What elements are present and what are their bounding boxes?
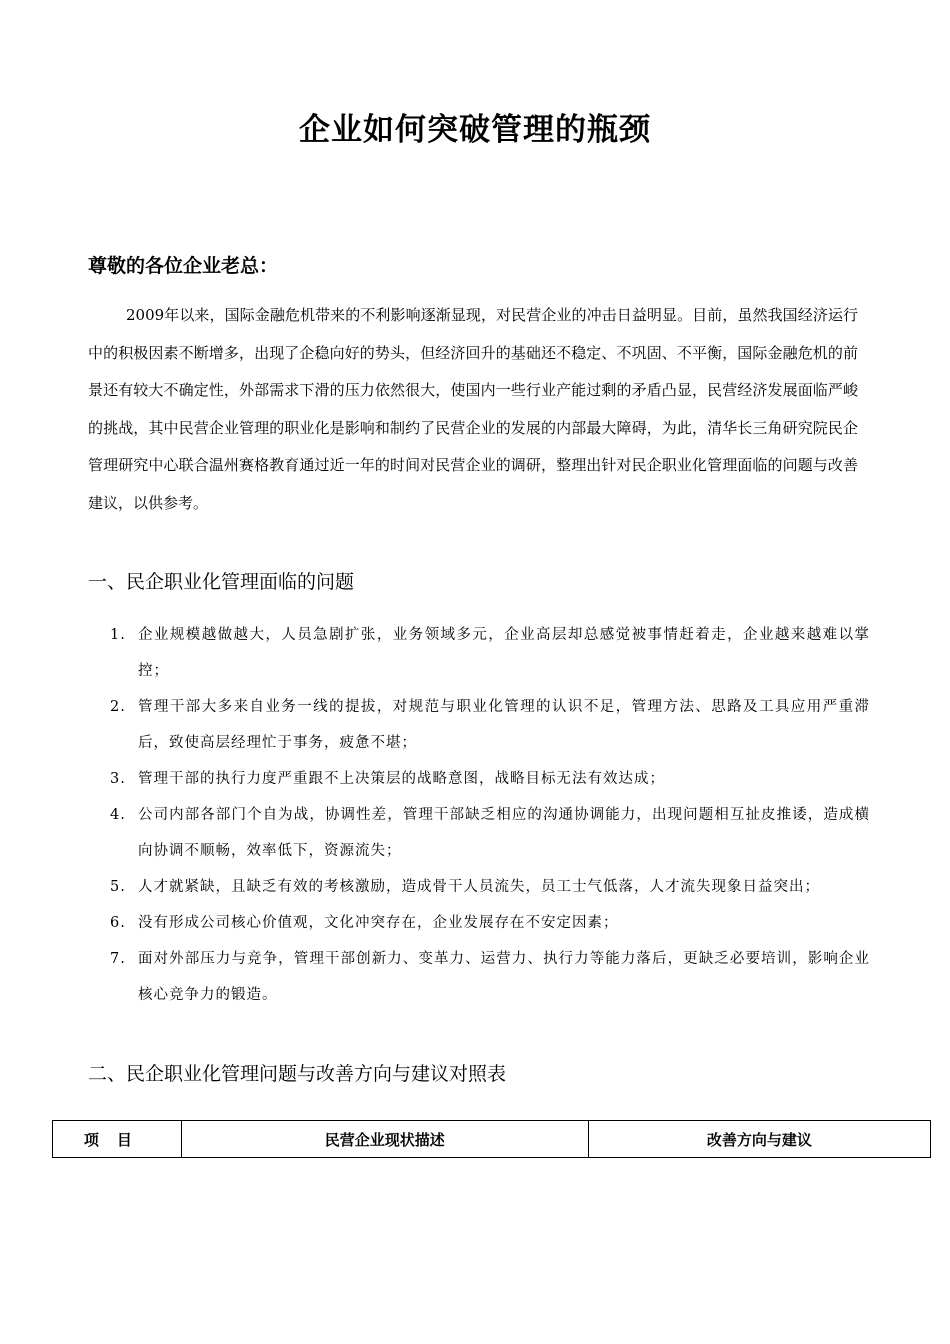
- list-item: [110, 617, 870, 689]
- list-item-text: 公司内部各部门个自为战，协调性差，管理干部缺乏相应的沟通协调能力，出现问题相互扯皮推诿，造成横向协调不顺畅，效率低下，资源流失；: [138, 807, 870, 859]
- list-item-number: 1.: [110, 627, 126, 643]
- section1-heading: 一、民企职业化管理面临的问题: [88, 571, 355, 593]
- list-item-number: 2.: [110, 699, 126, 715]
- list-item-text: 面对外部压力与竞争，管理干部创新力、变革力、运营力、执行力等能力落后，更缺乏必要培训，影响企业核心竞争力的锻造。: [138, 951, 870, 1003]
- list-item-number: 4.: [110, 807, 126, 823]
- list-item-text: 没有形成公司核心价值观，文化冲突存在，企业发展存在不安定因素；: [138, 915, 619, 931]
- section2-heading: 二、民企职业化管理问题与改善方向与建议对照表: [88, 1063, 507, 1085]
- list-item-number: 6.: [110, 915, 126, 931]
- table-header-row: [53, 1121, 931, 1158]
- list-item: [110, 761, 870, 797]
- comparison-table: [52, 1120, 931, 1158]
- list-item: [110, 689, 870, 761]
- table-header-item: 项目: [53, 1121, 182, 1158]
- list-item: [110, 869, 870, 905]
- document-title: 企业如何突破管理的瓶颈: [299, 112, 651, 148]
- list-item-text: 管理干部的执行力度严重跟不上决策层的战略意图，战略目标无法有效达成；: [138, 771, 665, 787]
- list-item-text: 人才就紧缺，且缺乏有效的考核激励，造成骨干人员流失，员工士气低落，人才流失现象日益突出；: [138, 879, 820, 895]
- list-item-number: 7.: [110, 951, 126, 967]
- list-item-number: 5.: [110, 879, 126, 895]
- greeting: 尊敬的各位企业老总：: [88, 255, 279, 277]
- list-item: [110, 905, 870, 941]
- list-item-text: 管理干部大多来自业务一线的提拔，对规范与职业化管理的认识不足，管理方法、思路及工具应用严重滞后，致使高层经理忙于事务，疲惫不堪；: [138, 699, 870, 751]
- table-header-advice: 改善方向与建议: [588, 1121, 930, 1158]
- list-item: [110, 941, 870, 1013]
- list-item: [110, 797, 870, 869]
- list-item-number: 3.: [110, 771, 126, 787]
- list-item-text: 企业规模越做越大，人员急剧扩张，业务领域多元，企业高层却总感觉被事情赶着走，企业越来越难以掌控；: [138, 627, 870, 679]
- table-header-status: 民营企业现状描述: [181, 1121, 588, 1158]
- intro-paragraph: 2009年以来，国际金融危机带来的不利影响逐渐显现，对民营企业的冲击日益明显。目前，虽然我国经济运行中的积极因素不断增多，出现了企稳向好的势头，但经济回升的基础还不稳定、不巩固、不平衡，国际金融危机的前景还有较大不确定性，外部需求下滑的压力依然很大，使国内一些行业产能过剩的矛盾凸显，民营经济发展面临严峻的挑战，其中民营企业管理的职业化是影响和制约了民营企业的发展的内部最大障碍，为此，清华长三角研究院民企管理研究中心联合温州赛格教育通过近一年的时间对民营企业的调研，整理出针对民企职业化管理面临的问题与改善建议，以供参考。: [88, 306, 858, 512]
- problem-list: [110, 617, 870, 1013]
